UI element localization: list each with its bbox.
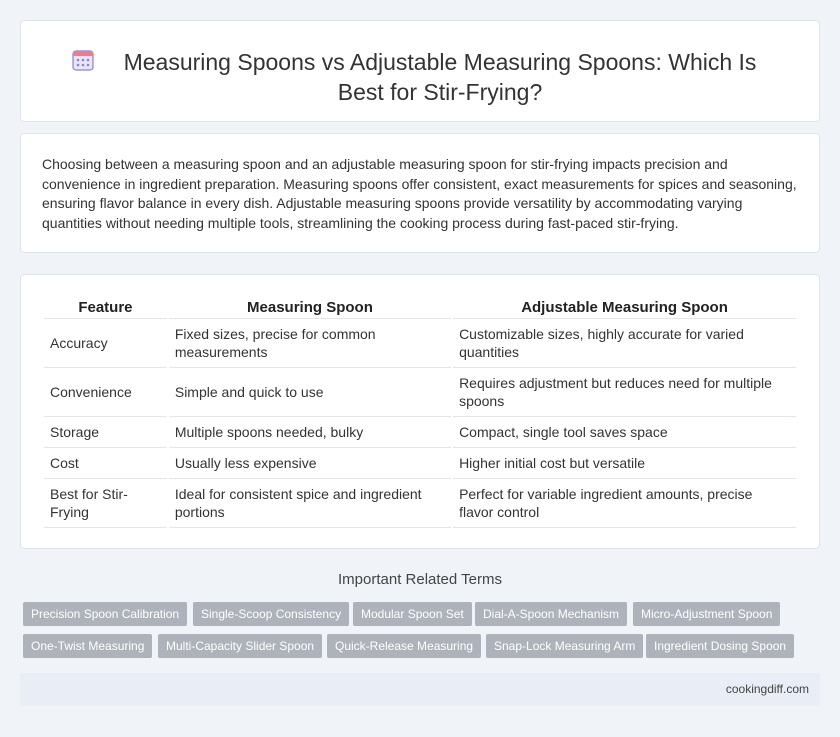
- cell-adjustable: Perfect for variable ingredient amounts, precise flavor control: [453, 479, 796, 528]
- footer: [20, 673, 820, 706]
- header-feature: Feature: [44, 297, 167, 319]
- cell-feature: Best for Stir-Frying: [44, 479, 167, 528]
- table-row: [44, 368, 796, 417]
- footer-site-name[interactable]: cookingdiff.com: [725, 682, 809, 696]
- table-row: [44, 448, 796, 479]
- tag-dial-a-spoon-mechanism[interactable]: Dial-A-Spoon Mechanism: [475, 602, 627, 626]
- table-row: [44, 417, 796, 448]
- cell-feature: Cost: [44, 448, 167, 479]
- table-row: [44, 319, 796, 368]
- cell-measuring: Ideal for consistent spice and ingredient portions: [169, 479, 451, 528]
- title-card: [20, 20, 820, 122]
- intro-card: [20, 133, 820, 253]
- cell-feature: Accuracy: [44, 319, 167, 368]
- page-title: Measuring Spoons vs Adjustable Measuring Spoons: Which Is Best for Stir-Frying?: [123, 49, 757, 105]
- cell-measuring: Multiple spoons needed, bulky: [169, 417, 451, 448]
- intro-paragraph: Choosing between a measuring spoon and an adjustable measuring spoon for stir-frying impacts precision and convenience in ingredient preparation. Measuring spoons offer consistent, exact measurements for spices and seasoning, ensuring flavor balance in every dish. Adjustable measuring spoons provide versatility by accommodating varying quantities without needing multiple tools, streamlining the cooking process during fast-paced stir-frying.: [42, 156, 797, 231]
- tag-multi-capacity-slider-spoon[interactable]: Multi-Capacity Slider Spoon: [158, 634, 322, 658]
- cell-feature: Storage: [44, 417, 167, 448]
- tag-precision-spoon-calibration[interactable]: Precision Spoon Calibration: [23, 602, 187, 626]
- tag-micro-adjustment-spoon[interactable]: Micro-Adjustment Spoon: [633, 602, 780, 626]
- cell-adjustable: Customizable sizes, highly accurate for varied quantities: [453, 319, 796, 368]
- header-adjustable-spoon: Adjustable Measuring Spoon: [453, 297, 796, 319]
- cell-measuring: Usually less expensive: [169, 448, 451, 479]
- cell-measuring: Simple and quick to use: [169, 368, 451, 417]
- header-measuring-spoon: Measuring Spoon: [169, 297, 451, 319]
- comparison-table: [42, 297, 798, 528]
- table-row: [44, 479, 796, 528]
- tag-ingredient-dosing-spoon[interactable]: Ingredient Dosing Spoon: [646, 634, 794, 658]
- tag-quick-release-measuring[interactable]: Quick-Release Measuring: [327, 634, 481, 658]
- cell-feature: Convenience: [44, 368, 167, 417]
- cell-adjustable: Requires adjustment but reduces need for multiple spoons: [453, 368, 796, 417]
- tag-one-twist-measuring[interactable]: One-Twist Measuring: [23, 634, 152, 658]
- cell-adjustable: Compact, single tool saves space: [453, 417, 796, 448]
- comparison-card: [20, 274, 820, 549]
- cell-adjustable: Higher initial cost but versatile: [453, 448, 796, 479]
- cell-measuring: Fixed sizes, precise for common measurements: [169, 319, 451, 368]
- related-terms-title: Important Related Terms: [338, 571, 502, 588]
- tag-snap-lock-measuring-arm[interactable]: Snap-Lock Measuring Arm: [486, 634, 643, 658]
- table-header-row: [44, 297, 796, 319]
- tag-modular-spoon-set[interactable]: Modular Spoon Set: [353, 602, 472, 626]
- tag-single-scoop-consistency[interactable]: Single-Scoop Consistency: [193, 602, 349, 626]
